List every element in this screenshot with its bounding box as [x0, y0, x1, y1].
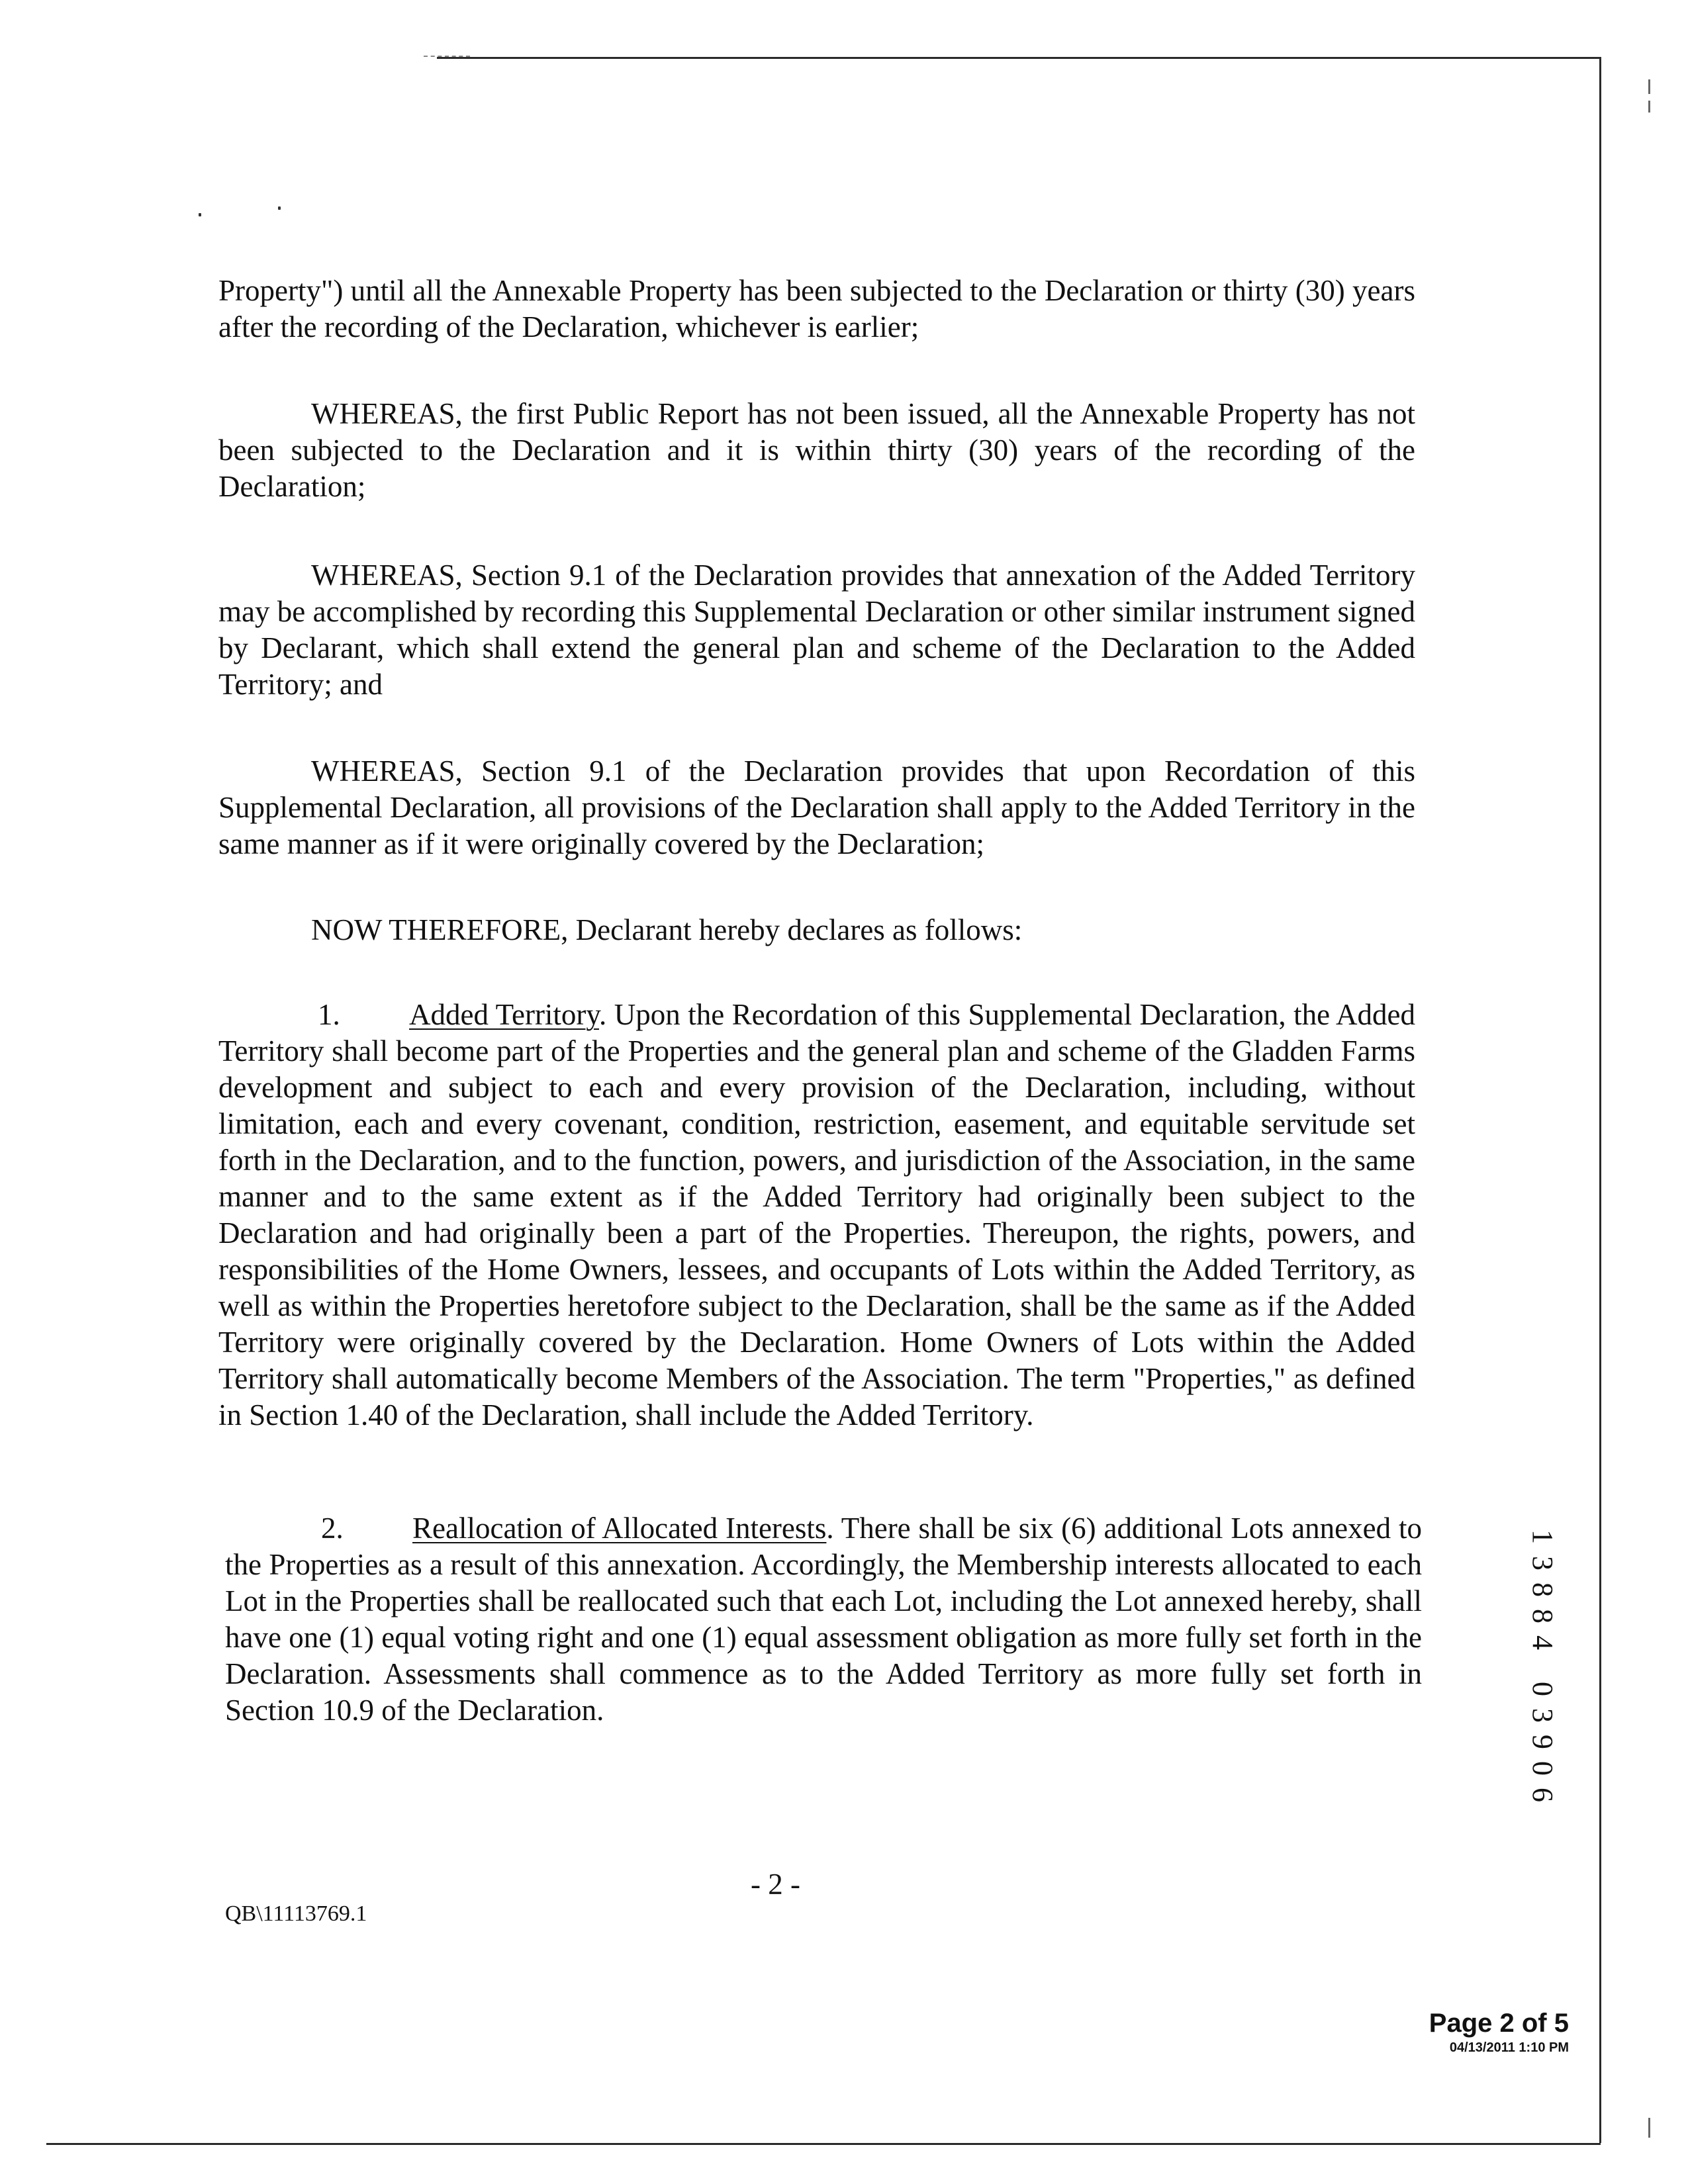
section-number: 2.: [321, 1512, 344, 1545]
recording-digit: 8: [1526, 1582, 1559, 1597]
edge-mark-bottom: [1648, 2118, 1650, 2138]
recording-digit: 3: [1526, 1556, 1559, 1570]
paragraph-text: Property") until all the Annexable Property has been subjected to the Declaration or thirty (30) years after the recording of the Declaration, whichever is earlier;: [218, 274, 1415, 343]
section-2-reallocation: [225, 1510, 1422, 1729]
scan-speck: [199, 213, 201, 216]
recording-digit: 0: [1526, 1761, 1559, 1776]
section-heading: Reallocation of Allocated Interests: [412, 1512, 827, 1545]
section-text: . Upon the Recordation of this Supplemental Declaration, the Added Territory shall become part of the Properties and the general plan and scheme of the Gladden Farms development and subject to each and every provision of the Declaration, including, without limitation, each and every covenant, condition, restriction, easement, and equitable servitude set forth in the Declaration, and to the function, powers, and jurisdiction of the Association, in the same manner and to the same extent as if the Added Territory had originally been subject to the Declaration and had originally been a part of the Properties. Thereupon, the rights, powers, and responsibilities of the Home Owners, lessees, and occupants of Lots within the Added Territory, as well as within the Properties heretofore subject to the Declaration, shall be the same as if the Added Territory were originally covered by the Declaration. Home Owners of Lots within the Added Territory shall automatically become Members of the Association. The term "Properties," as defined in Section 1.40 of the Declaration, shall include the Added Territory.: [218, 998, 1416, 1432]
edge-mark-top-2: [1648, 101, 1650, 113]
section-1-added-territory: [218, 997, 1415, 1433]
paragraph-text: WHEREAS, Section 9.1 of the Declaration provides that upon Recordation of this Supplemental Declaration, all provisions of the Declaration shall apply to the Added Territory in the same manner as if it were originally covered by the Declaration;: [218, 754, 1415, 860]
paragraph-text: WHEREAS, Section 9.1 of the Declaration provides that annexation of the Added Territory may be accomplished by recording this Supplemental Declaration or other similar instrument signed by Declarant, which shall extend the general plan and scheme of the Declaration to the Added Territory; and: [218, 559, 1415, 701]
recording-number: [1523, 1522, 1562, 1807]
scan-speck: [278, 206, 281, 210]
recording-digit: 4: [1526, 1635, 1559, 1650]
paragraph-text: WHEREAS, the first Public Report has not been issued, all the Annexable Property has not been subjected to the Declaration and it is within thirty (30) years of the recording of the Declaration;: [218, 397, 1415, 503]
scan-top-border: [437, 57, 1599, 59]
recording-digit: 1: [1526, 1529, 1559, 1544]
whereas-paragraph-recordation: [218, 753, 1415, 862]
recording-timestamp: 04/13/2011 1:10 PM: [1449, 2040, 1569, 2055]
paragraph-text: NOW THEREFORE, Declarant hereby declares as follows:: [311, 913, 1023, 946]
scan-right-border: [1599, 57, 1601, 2143]
edge-mark-top: [1648, 79, 1650, 94]
scan-bottom-border: [46, 2143, 1601, 2145]
recording-digit: 0: [1526, 1682, 1559, 1696]
now-therefore-paragraph: [218, 912, 1415, 948]
whereas-paragraph-public-report: [218, 396, 1415, 505]
recording-digit: 3: [1526, 1708, 1559, 1723]
recording-digit: 8: [1526, 1609, 1559, 1623]
recording-digit: 6: [1526, 1788, 1559, 1802]
section-heading: Added Territory: [409, 998, 599, 1031]
recording-digit: 9: [1526, 1735, 1559, 1749]
section-text: . There shall be six (6) additional Lots annexed to the Properties as a result of this annexation. Accordingly, the Membership interests allocated to each Lot in the Properties shall be reallocated such that each Lot, including the Lot annexed hereby, shall have one (1) equal voting right and one (1) equal assessment obligation as more fully set forth in the Declaration. Assessments shall commence as to the Added Territory as more fully set forth in Section 10.9 of the Declaration.: [225, 1512, 1422, 1727]
page-number: - 2 -: [751, 1868, 800, 1901]
page-count-stamp: Page 2 of 5: [1429, 2009, 1569, 2038]
whereas-paragraph-annexation: [218, 557, 1415, 703]
section-number: 1.: [318, 998, 340, 1031]
document-id: QB\11113769.1: [225, 1901, 367, 1926]
paragraph-continuation: [218, 273, 1415, 345]
